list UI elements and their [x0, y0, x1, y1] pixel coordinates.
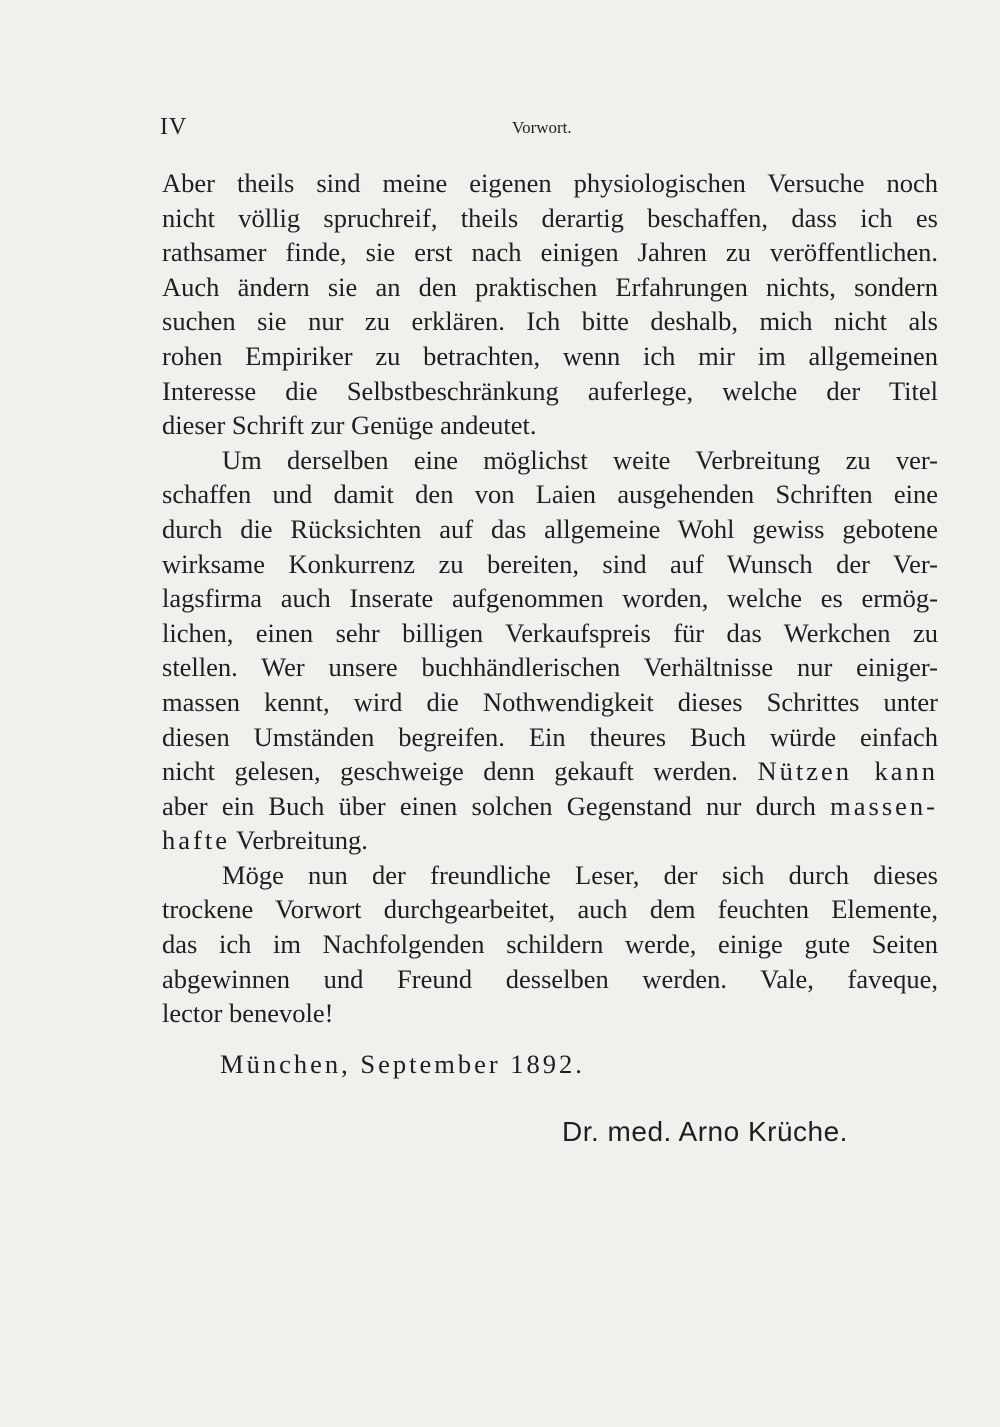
- text-line: rohen Empiriker zu betrachten, wenn ich mir im allgemeinen: [162, 340, 938, 371]
- text-line: Interesse die Selbstbeschränkung auferlege, welche der Titel: [162, 375, 938, 406]
- text-line: diesen Umständen begreifen. Ein theures Buch würde einfach: [162, 721, 938, 752]
- text-line: lector benevole!: [162, 998, 334, 1029]
- text-line: trockene Vorwort durchgearbeitet, auch dem feuchten Elemente,: [162, 894, 938, 925]
- text-line: wirksame Konkurrenz zu bereiten, sind auf Wunsch der Ver-: [162, 548, 938, 579]
- text-line: durch die Rücksichten auf das allgemeine Wohl gewiss gebotene: [162, 513, 938, 544]
- text-line: Aber theils sind meine eigenen physiologischen Versuche noch: [162, 168, 938, 198]
- text-line: dieser Schrift zur Genüge andeutet.: [162, 410, 537, 441]
- running-head: Vorwort.: [512, 118, 572, 137]
- page-header: [160, 114, 940, 144]
- emphasized-text: hafte: [162, 825, 230, 856]
- text-line: lichen, einen sehr billigen Verkaufspreis für das Werkchen zu: [162, 617, 938, 648]
- text-line: schaffen und damit den von Laien ausgehenden Schriften eine: [162, 479, 938, 510]
- text-line: [162, 754, 938, 789]
- text-line: massen kennt, wird die Nothwendigkeit dieses Schrittes unter: [162, 686, 938, 717]
- text-line: das ich im Nachfolgenden schildern werde, einige gute Seiten: [162, 929, 938, 960]
- text-line: Um derselben eine möglichst weite Verbreitung zu ver-: [222, 444, 938, 475]
- text-line: lagsfirma auch Inserate aufgenommen worden, welche es ermög-: [162, 583, 938, 614]
- emphasized-text: massen-: [830, 790, 939, 821]
- text-line: Auch ändern sie an den praktischen Erfahrungen nichts, sondern: [162, 271, 938, 302]
- text-line: abgewinnen und Freund desselben werden. Vale, faveque,: [162, 963, 938, 994]
- dateline: München, September 1892.: [220, 1049, 585, 1079]
- text-line: nicht völlig spruchreif, theils derartig beschaffen, dass ich es: [162, 202, 938, 233]
- text-segment: aber ein Buch über einen solchen Gegenstand nur durch: [162, 790, 816, 821]
- preface-text: [162, 166, 938, 1031]
- text-line: rathsamer finde, sie erst nach einigen Jahren zu veröffentlichen.: [162, 237, 938, 268]
- text-line: [162, 823, 938, 858]
- signature: Dr. med. Arno Krüche.: [562, 1116, 848, 1147]
- emphasized-text: Nützen kann: [757, 756, 938, 787]
- text-line: suchen sie nur zu erklären. Ich bitte deshalb, mich nicht als: [162, 306, 938, 337]
- text-line: Möge nun der freundliche Leser, der sich durch dieses: [222, 859, 938, 890]
- text-line: [162, 789, 938, 824]
- text-segment: Verbreitung.: [236, 825, 368, 856]
- text-line: stellen. Wer unsere buchhändlerischen Verhältnisse nur einiger-: [162, 652, 938, 683]
- page-number: IV: [160, 114, 188, 140]
- text-segment: nicht gelesen, geschweige denn gekauft werden.: [162, 756, 738, 787]
